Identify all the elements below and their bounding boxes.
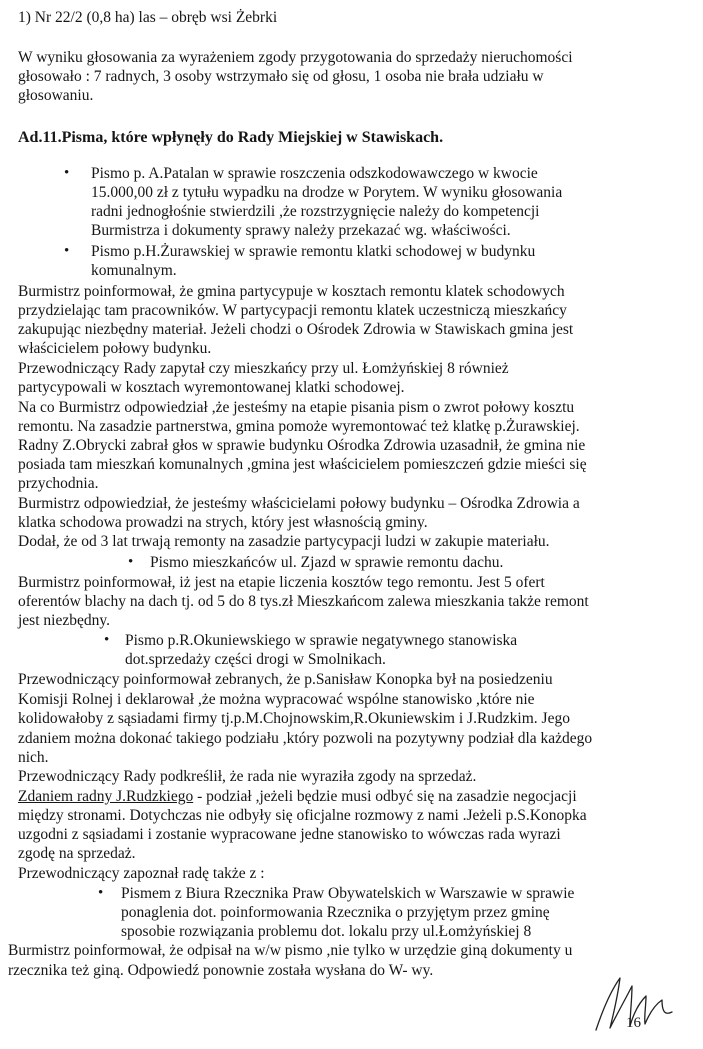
bullet-dot: • xyxy=(128,554,134,570)
body5-line-1: Burmistrz poinformował, że odpisał na w/w pismo ,nie tylko w urzędzie giną dokumenty u xyxy=(8,942,573,959)
body3-line-3: kolidowałoby z sąsiadami firmy tj.p.M.Chojnowskim,R.Okuniewskim i J.Rudzkim. Jego xyxy=(18,710,570,727)
section-heading: Ad.11.Pisma, które wpłynęły do Rady Miejskiej w Stawiskach. xyxy=(18,129,444,146)
rudzki-underlined-text: Zdaniem radny J.Rudzkiego xyxy=(18,788,194,805)
body3-line-6: Przewodniczący Rady podkreślił, że rada nie wyraziła zgody na sprzedaż. xyxy=(18,768,477,785)
rzecznik-line-1: Pismem z Biura Rzecznika Praw Obywatelskich w Warszawie w sprawie xyxy=(121,885,575,902)
body1-line-5: Przewodniczący Rady zapytał czy mieszkańcy przy ul. Łomżyńskiej 8 również xyxy=(18,360,509,377)
zurawski-line-2: komunalnym. xyxy=(91,262,177,279)
body3-line-2: Komisji Rolnej i deklarował ,że można wypracować wspólne stanowisko ,które nie xyxy=(18,691,535,708)
patalan-line-1: Pismo p. A.Patalan w sprawie roszczenia odszkodowawczego w kwocie xyxy=(91,165,538,182)
body1-line-9: Radny Z.Obrycki zabrał głos w sprawie budynku Ośrodka Zdrowia uzasadnił, że gmina nie xyxy=(18,437,586,454)
bullet-dot: • xyxy=(64,243,70,259)
rudzki-line xyxy=(18,787,577,806)
okuniewski-line-2: dot.sprzedaży części drogi w Smolnikach. xyxy=(125,651,386,668)
body1-line-4: właścicielem połowy budynku. xyxy=(18,340,212,357)
vote-line-3: głosowaniu. xyxy=(18,87,94,104)
zjazd-line: Pismo mieszkańców ul. Zjazd w sprawie remontu dachu. xyxy=(150,554,504,571)
patalan-line-2: 15.000,00 zł z tytułu wypadku na drodze w Porytem. W wyniku głosowania xyxy=(91,184,563,201)
body3-line-4: zdaniem można dokonać takiego podziału ,który pozwoli na pozytywny podział dla każdego xyxy=(18,730,593,747)
patalan-line-4: Burmistrza i dokumenty sprawy należy przekazać wg. właściwości. xyxy=(91,222,511,239)
rzecznik-line-3: sposobie rozwiązania problemu dot. lokalu przy ul.Łomżyńskiej 8 xyxy=(121,923,532,940)
vote-line-2: głosowało : 7 radnych, 3 osoby wstrzymało się od głosu, 1 osoba nie brała udziału w xyxy=(18,68,544,85)
body1-line-11: przychodnia. xyxy=(18,475,99,492)
body1-line-2: przydzielając tam pracowników. W partycypacji remontu klatek uczestniczą mieszkańcy xyxy=(18,302,567,319)
body5-line-2: rzecznika też giną. Odpowiedź ponownie została wysłana do W- wy. xyxy=(8,962,434,979)
body1-line-10: posiada tam mieszkań komunalnych ,gmina jest właścicielem pomieszczeń gdzie mieści się xyxy=(18,456,587,473)
rzecznik-line-2: ponaglenia dot. poinformowania Rzecznika o przyjętym przez gminę xyxy=(121,904,550,921)
body1-line-6: partycypowali w kosztach wyremontowanej klatki schodowej. xyxy=(18,379,405,396)
body1-line-13: klatka schodowa prowadzi na strych, który jest własnością gminy. xyxy=(18,514,428,531)
body3-line-5: nich. xyxy=(18,749,49,766)
body1-line-14: Dodał, że od 3 lat trwają remonty na zasadzie partycypacji ludzi w zakupie materiału. xyxy=(18,533,550,550)
body1-line-1: Burmistrz poinformował, że gmina partycypuje w kosztach remontu klatek schodowych xyxy=(18,283,565,300)
body1-line-12: Burmistrz odpowiedział, że jesteśmy właścicielami połowy budynku – Ośrodka Zdrowia a xyxy=(18,495,580,512)
okuniewski-line-1: Pismo p.R.Okuniewskiego w sprawie negatywnego stanowiska xyxy=(125,632,518,649)
bullet-dot: • xyxy=(64,165,70,181)
body3-line-1: Przewodniczący poinformował zebranych, że p.Sanisław Konopka był na posiedzeniu xyxy=(18,671,553,688)
body4-line-2: uzgodni z sąsiadami i zostanie wypracowane jedne stanowisko to wówczas rada wyrazi xyxy=(18,826,561,843)
bullet-dot: • xyxy=(104,632,110,648)
body4-line-1: między stronami. Dotychczas nie odbyły się oficjalne rozmowy z nami .Jeżeli p.S.Konopka xyxy=(18,807,587,824)
body2-line-2: oferentów blachy na dach tj. od 5 do 8 tys.zł Mieszkańcom zalewa mieszkania także remont xyxy=(18,593,589,610)
patalan-line-3: radni jednogłośnie stwierdzili ,że rozstrzygnięcie należy do kompetencji xyxy=(91,203,540,220)
rudzki-rest-text: - podział ,jeżeli będzie musi odbyć się na zasadzie negocjacji xyxy=(193,788,577,805)
vote-line-1: W wyniku głosowania za wyrażeniem zgody przygotowania do sprzedaży nieruchomości xyxy=(18,49,573,66)
body2-line-1: Burmistrz poinformował, iż jest na etapie liczenia kosztów tego remontu. Jest 5 ofert xyxy=(18,574,545,591)
body1-line-8: remontu. Na zasadzie partnerstwa, gmina pomoże wyremontować też klatkę p.Żurawskiej. xyxy=(18,418,580,435)
zurawski-line-1: Pismo p.H.Żurawskiej w sprawie remontu klatki schodowej w budynku xyxy=(91,243,536,260)
header-line: 1) Nr 22/2 (0,8 ha) las – obręb wsi Żebrki xyxy=(18,9,278,26)
page-number: 16 xyxy=(626,1015,641,1031)
bullet-dot: • xyxy=(98,885,104,901)
body1-line-7: Na co Burmistrz odpowiedział ,że jesteśmy na etapie pisania pism o zwrot połowy kosztu xyxy=(18,399,575,416)
body4-line-4: Przewodniczący zapoznał radę także z : xyxy=(18,865,265,882)
body1-line-3: zakupując niezbędny materiał. Jeżeli chodzi o Ośrodek Zdrowia w Stawiskach gmina jest xyxy=(18,321,574,338)
body2-line-3: jest niezbędny. xyxy=(18,612,110,629)
body4-line-3: zgodę na sprzedaż. xyxy=(18,845,136,862)
